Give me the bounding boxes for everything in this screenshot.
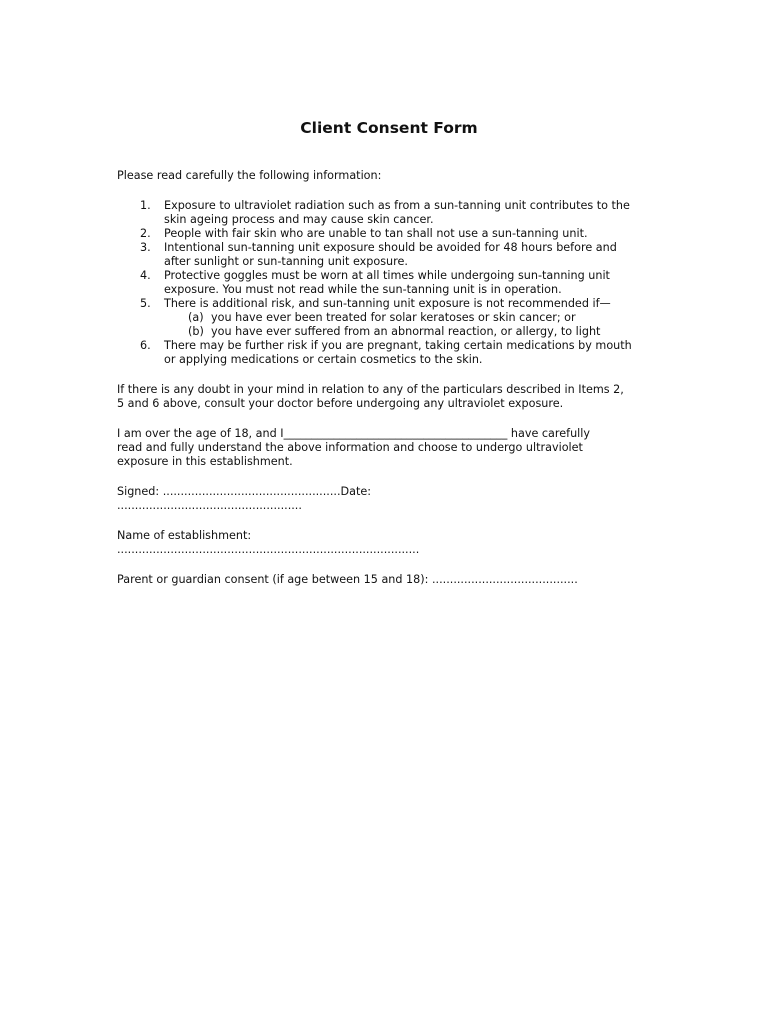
item-text-line: People with fair skin who are unable to tan shall not use a sun-tanning unit. (164, 227, 588, 240)
sub-list-item (164, 325, 657, 339)
form-title: Client Consent Form (300, 119, 478, 137)
signed-continuation-line: .................................................... (117, 499, 302, 512)
guardian-consent-line: Parent or guardian consent (if age between 15 and 18): ......................................... (117, 573, 578, 586)
sub-item-text: you have ever suffered from an abnormal reaction, or allergy, to light (211, 325, 601, 338)
doubt-line: If there is any doubt in your mind in relation to any of the particulars described in Items 2, (117, 383, 624, 396)
establishment-section (117, 529, 657, 557)
sub-item-letter: (b) (188, 325, 204, 338)
consent-form-page (117, 118, 657, 603)
item-number: 6. (140, 339, 151, 352)
age-declaration-paragraph (117, 427, 657, 469)
item-text-line: Protective goggles must be worn at all times while undergoing sun-tanning unit (164, 269, 610, 282)
item-number: 1. (140, 199, 151, 212)
signature-section (117, 485, 657, 513)
item-text-line: or applying medications or certain cosmetics to the skin. (164, 353, 483, 366)
item-text-line: after sunlight or sun-tanning unit exposure. (164, 255, 408, 268)
list-item (117, 227, 657, 241)
list-item (117, 199, 657, 227)
item-text-line: Intentional sun-tanning unit exposure should be avoided for 48 hours before and (164, 241, 617, 254)
age-declaration-line: read and fully understand the above information and choose to undergo ultraviolet (117, 441, 583, 454)
sub-item-letter: (a) (188, 311, 204, 324)
item-number: 4. (140, 269, 151, 282)
item-text-line: Exposure to ultraviolet radiation such as from a sun-tanning unit contributes to the (164, 199, 630, 212)
age-declaration-line: I am over the age of 18, and I________________________________________ have carefully (117, 427, 590, 440)
item-text-line: There is additional risk, and sun-tanning unit exposure is not recommended if— (164, 297, 611, 310)
item-number: 2. (140, 227, 151, 240)
list-item (117, 269, 657, 297)
signed-date-line: Signed: ..................................................Date: (117, 485, 372, 498)
age-declaration-line: exposure in this establishment. (117, 455, 293, 468)
list-item (117, 297, 657, 339)
sub-list-item (164, 311, 657, 325)
doubt-line: 5 and 6 above, consult your doctor before undergoing any ultraviolet exposure. (117, 397, 564, 410)
item-text-line: There may be further risk if you are pregnant, taking certain medications by mouth (164, 339, 632, 352)
sub-list (164, 311, 657, 339)
item-number: 5. (140, 297, 151, 310)
establishment-label: Name of establishment: (117, 529, 252, 542)
item-text-line: skin ageing process and may cause skin cancer. (164, 213, 434, 226)
intro-text: Please read carefully the following information: (117, 169, 382, 182)
establishment-blank-line: ..................................................................................... (117, 543, 420, 556)
sub-item-text: you have ever been treated for solar keratoses or skin cancer; or (211, 311, 576, 324)
list-item (117, 241, 657, 269)
information-list (117, 199, 657, 367)
item-text-line: exposure. You must not read while the sun-tanning unit is in operation. (164, 283, 562, 296)
doubt-paragraph (117, 383, 657, 411)
list-item (117, 339, 657, 367)
item-number: 3. (140, 241, 151, 254)
